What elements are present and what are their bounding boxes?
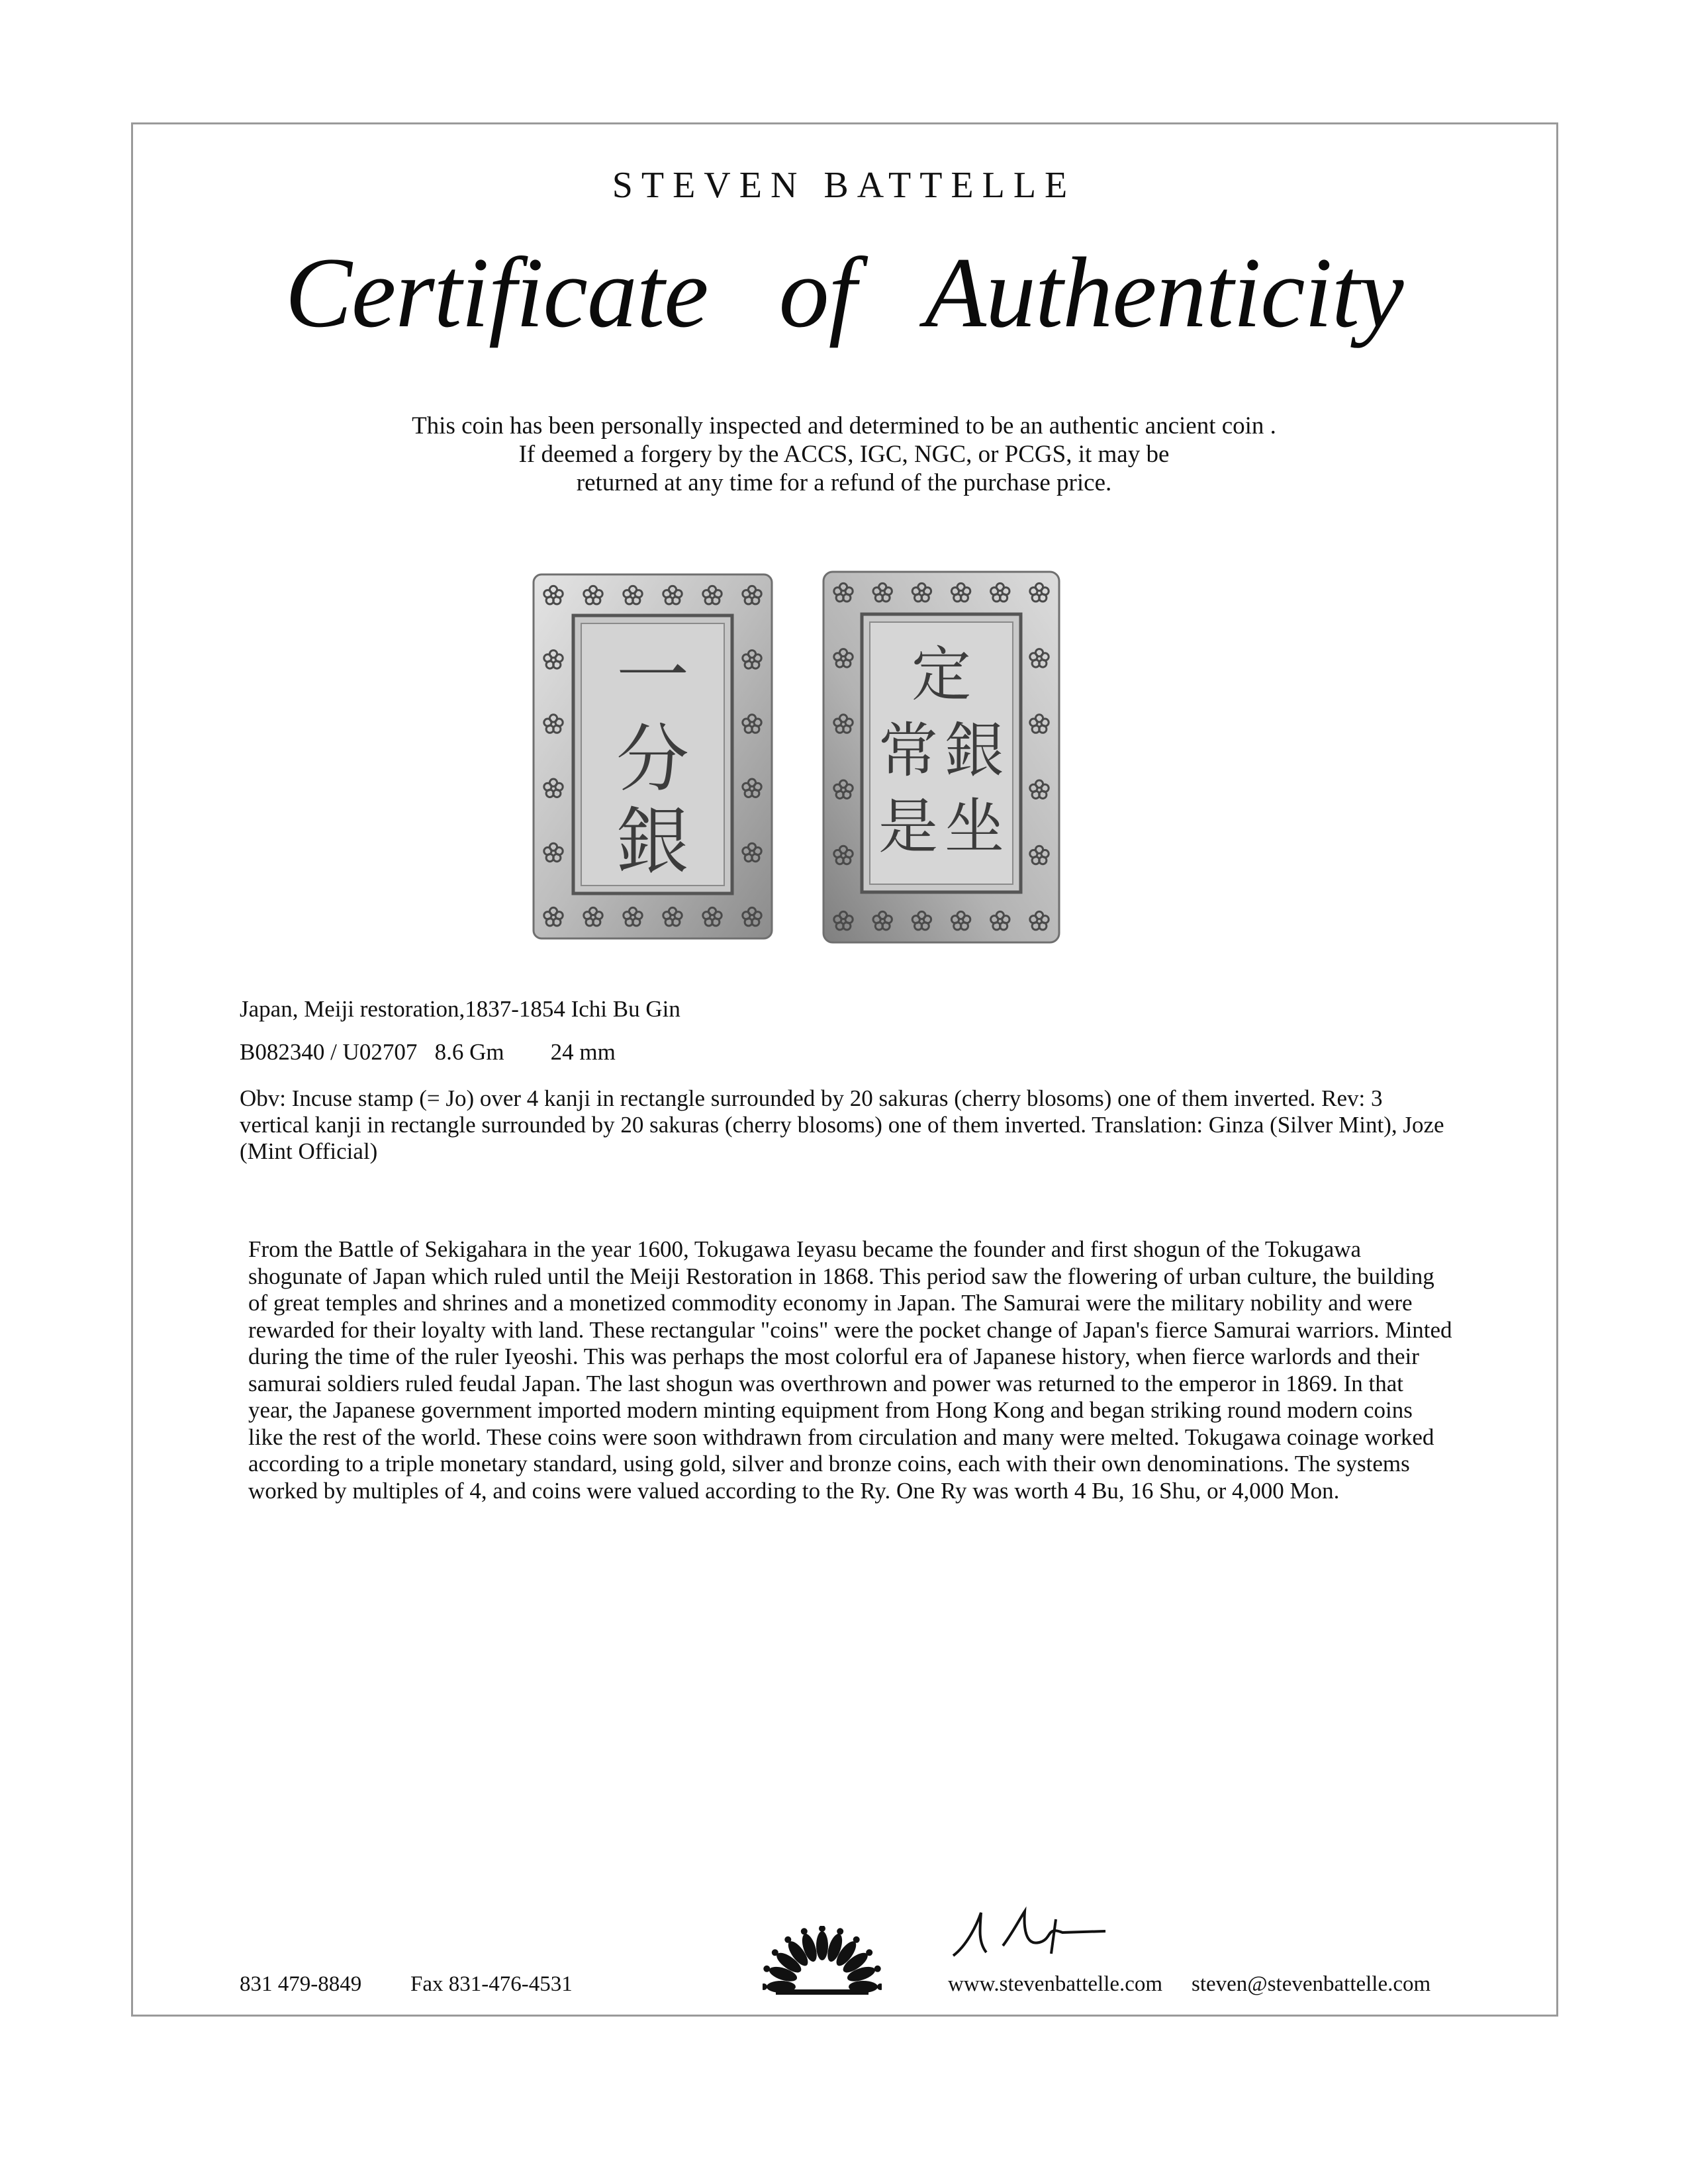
logo-dot: [853, 1936, 860, 1943]
coin-photos: [530, 569, 1072, 946]
guarantee-line-3: returned at any time for a refund of the purchase price.: [576, 469, 1112, 496]
guarantee-line-2: If deemed a forgery by the ACCS, IGC, NGC, or PCGS, it may be: [518, 441, 1170, 468]
certificate-frame: [131, 122, 1558, 2017]
logo-dot: [772, 1949, 778, 1956]
obverse-kanji-1: 一: [616, 634, 689, 719]
footer-fax: Fax 831-476-4531: [410, 1972, 573, 1996]
logo-dot: [877, 1983, 882, 1990]
coin-reverse: [823, 572, 1059, 942]
logo-dot: [866, 1949, 872, 1956]
footer-phone: 831 479-8849: [240, 1972, 362, 1996]
logo-dot: [763, 1983, 767, 1990]
obverse-kanji-2: 分: [616, 717, 689, 801]
reverse-kanji-right-1: 銀: [945, 716, 1004, 786]
coin-summary: Japan, Meiji restoration,1837-1854 Ichi Bu Gin: [240, 996, 680, 1022]
reverse-kanji-right-2: 坐: [945, 792, 1004, 862]
logo-dot: [784, 1936, 791, 1943]
logo-dot: [763, 1966, 770, 1972]
historical-background: From the Battle of Sekigahara in the year 1600, Tokugawa Ieyasu became the founder and first shogun of the Tokugawa shogunate of Japan which ruled until the Meiji Restoration in 1868. This period saw the flowering of urban culture, the building of great temples and shrines and a monetized commodity economy in Japan. The Samurai were the military nobility and were rewarded for their loyalty with land. These rectangular "coins" were the pocket change of Japan's fierce Samurai warriors. Minted during the time of the ruler Iyeoshi. This was perhaps the most colorful era of Japanese history, when fierce warlords and their samurai soldiers ruled feudal Japan. The last shogun was overthrown and power was returned to the emperor in 1869. In that year, the Japanese government imported modern minting equipment from Hong Kong and began striking round modern coins like the rest of the world. These coins were soon withdrawn from circulation and many were melted. Tokugawa coinage worked according to a triple monetary standard, using gold, silver and bronze coins, each with their own denominations. The systems worked by multiples of 4, and coins were valued according to the Ry. One Ry was worth 4 Bu, 16 Shu, or 4,000 Mon.: [248, 1236, 1452, 1504]
logo-ray: [816, 1931, 828, 1960]
guarantee-statement: [0, 412, 1688, 497]
logo-dot: [819, 1926, 825, 1932]
certificate-title: Certificate of Authenticity: [285, 237, 1403, 348]
coin-description: Obv: Incuse stamp (= Jo) over 4 kanji in rectangle surrounded by 20 sakuras (cherry blosoms) one of them inverted. Rev: 3 vertical kanji in rectangle surrounded by 20 sakuras (cherry blosoms) one of them inverted. Translation: Ginza (Silver Mint), Joze (Mint Official): [240, 1085, 1444, 1164]
logo-dot: [801, 1928, 808, 1934]
brand-name: STEVEN BATTELLE: [612, 165, 1076, 206]
coin-identifiers: B082340 / U02707 8.6 Gm 24 mm: [240, 1039, 616, 1065]
reverse-kanji-left-1: 常: [878, 716, 938, 786]
signature-icon: [940, 1906, 1152, 1966]
sunburst-logo-icon: [763, 1926, 882, 1999]
reverse-kanji-left-2: 是: [878, 792, 938, 862]
footer-website-link[interactable]: www.stevenbattelle.com: [948, 1972, 1163, 1996]
reverse-kanji-top: 定: [912, 640, 971, 709]
logo-dot: [874, 1966, 881, 1972]
coin-obverse: [534, 574, 772, 938]
guarantee-line-1: This coin has been personally inspected and determined to be an authentic ancient coin .: [412, 412, 1276, 439]
logo-dot: [837, 1928, 843, 1934]
coin-image: [530, 569, 1072, 946]
footer-email-link[interactable]: steven@stevenbattelle.com: [1192, 1972, 1431, 1996]
obverse-kanji-3: 銀: [616, 799, 689, 884]
